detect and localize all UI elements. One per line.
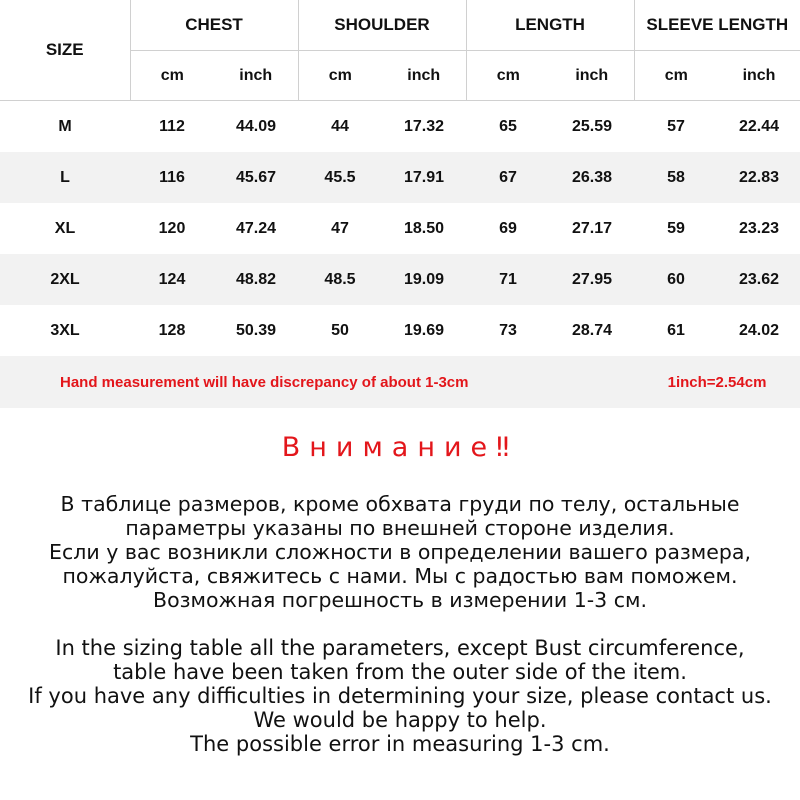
table-cell: 112 <box>159 117 185 135</box>
unit-header: inch <box>550 51 634 101</box>
table-cell: 22.44 <box>738 117 780 135</box>
table-cell: 61 <box>667 321 685 339</box>
table-cell: 23.62 <box>718 254 800 305</box>
attention-heading: Внимание‼ <box>281 432 519 463</box>
unit-header: inch <box>214 51 298 101</box>
size-cell: 3XL <box>50 321 80 339</box>
table-cell: 59 <box>667 219 685 237</box>
table-cell: 27.17 <box>571 219 613 237</box>
notice-line: If you have any difficulties in determining your size, please contact us. <box>28 684 772 708</box>
table-cell: 44.09 <box>235 117 277 135</box>
table-cell: 25.59 <box>571 117 613 135</box>
size-cell: 2XL <box>0 254 130 305</box>
notice-line: параметры указаны по внешней стороне изделия. <box>125 516 675 540</box>
table-cell: 45.5 <box>298 152 382 203</box>
table-cell: 50.39 <box>235 321 277 339</box>
notice-line: В таблице размеров, кроме обхвата груди по телу, остальные <box>60 492 740 516</box>
table-cell: 44 <box>331 117 349 135</box>
table-cell: 50 <box>331 321 349 339</box>
table-cell: 60 <box>634 254 718 305</box>
unit-header: cm <box>130 51 214 101</box>
sleeve-length-header: SLEEVE LENGTH <box>634 0 800 51</box>
notice-line: In the sizing table all the parameters, except Bust circumference, <box>55 636 745 660</box>
table-cell: 47 <box>331 219 349 237</box>
table-cell: 17.91 <box>382 152 466 203</box>
table-cell: 45.67 <box>214 152 298 203</box>
inch-conversion-note: 1inch=2.54cm <box>634 356 800 408</box>
measurement-note: Hand measurement will have discrepancy of about 1-3cm <box>0 356 634 408</box>
table-cell: 18.50 <box>403 219 445 237</box>
table-cell: 71 <box>466 254 550 305</box>
table-cell: 24.02 <box>738 321 780 339</box>
table-cell: 57 <box>667 117 685 135</box>
length-header: LENGTH <box>466 0 634 51</box>
table-row <box>0 152 800 203</box>
table-cell: 17.32 <box>403 117 445 135</box>
table-cell: 23.23 <box>738 219 780 237</box>
table-cell: 67 <box>466 152 550 203</box>
table-cell: 116 <box>130 152 214 203</box>
table-cell: 48.82 <box>214 254 298 305</box>
unit-header: inch <box>382 51 466 101</box>
size-header: SIZE <box>0 0 130 101</box>
table-row <box>0 305 800 356</box>
unit-header: cm <box>298 51 382 101</box>
chest-header: CHEST <box>130 0 298 51</box>
table-cell: 48.5 <box>298 254 382 305</box>
shoulder-header: SHOULDER <box>298 0 466 51</box>
table-cell: 69 <box>499 219 517 237</box>
notice-line: пожалуйста, свяжитесь с нами. Мы с радостью вам поможем. <box>62 564 738 588</box>
size-cell: L <box>0 152 130 203</box>
table-cell: 19.09 <box>382 254 466 305</box>
table-cell: 47.24 <box>235 219 277 237</box>
table-row <box>0 101 800 153</box>
table-cell: 28.74 <box>571 321 613 339</box>
table-cell: 128 <box>158 321 186 339</box>
notice-line: We would be happy to help. <box>253 708 547 732</box>
table-cell: 22.83 <box>718 152 800 203</box>
size-cell: M <box>58 117 72 135</box>
table-row <box>0 254 800 305</box>
table-cell: 19.69 <box>403 321 445 339</box>
table-cell: 73 <box>499 321 517 339</box>
notice-line: table have been taken from the outer side of the item. <box>113 660 687 684</box>
table-cell: 27.95 <box>550 254 634 305</box>
measurement-note-row <box>0 356 800 408</box>
table-cell: 65 <box>499 117 517 135</box>
english-notice <box>0 636 800 756</box>
unit-header: cm <box>466 51 550 101</box>
notice-line: The possible error in measuring 1-3 cm. <box>190 732 610 756</box>
table-cell: 58 <box>634 152 718 203</box>
table-cell: 120 <box>158 219 186 237</box>
size-cell: XL <box>54 219 76 237</box>
table-cell: 124 <box>130 254 214 305</box>
russian-notice <box>0 492 800 612</box>
table-cell: 26.38 <box>550 152 634 203</box>
table-row <box>0 203 800 254</box>
notice-line: Возможная погрешность в измерении 1-3 см. <box>153 588 647 612</box>
unit-header: inch <box>718 51 800 101</box>
notice-line: Если у вас возникли сложности в определении вашего размера, <box>49 540 751 564</box>
unit-header: cm <box>634 51 718 101</box>
